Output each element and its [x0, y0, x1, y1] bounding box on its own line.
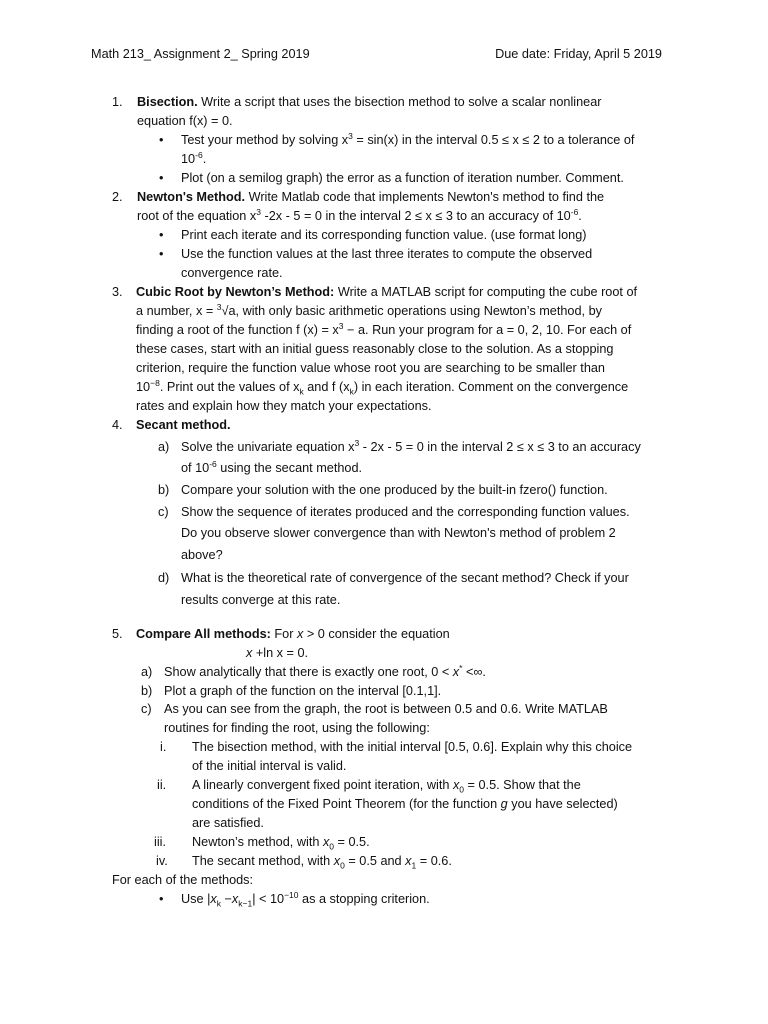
bullet-item: • Use $|x_k -x_{k-1}| < 10^{-10}$ as a stopping criterion. [181, 890, 430, 909]
problem-number: 3. [112, 285, 123, 299]
subitem-text: Do you observe slower convergence than with Newton's method of problem 2 [181, 526, 616, 540]
subitem-text: As you can see from the graph, the root is between 0.5 and 0.6. Write MATLAB [164, 702, 608, 716]
subitem-label: c) [158, 505, 169, 519]
roman-label: ii. [157, 778, 167, 792]
problem-3-statement: Cubic Root by Newton’s Method: Write a MATLAB script for computing the cube root of [136, 285, 638, 299]
bullet-item: • Use the function values at the last three iterates to compute the observed [181, 245, 592, 264]
subitem-text: Solve the univariate equation $x^3 - 2x - 5 = 0$ in the interval 2 ≤ x ≤ 3 to an accuracy [181, 437, 641, 454]
roman-text: A linearly convergent fixed point iteration, with $x_0 = 0.5$. Show that the [192, 778, 581, 795]
subitem-text: above? [181, 548, 223, 562]
problem-number: 4. [112, 418, 123, 432]
problem-title: Cubic Root by Newton’s Method: [136, 285, 335, 299]
for-each-heading: For each of the methods: [112, 873, 254, 887]
problem-title: Compare All methods: [136, 627, 271, 641]
subitem-text: Show the sequence of iterates produced and the corresponding function values. [181, 505, 630, 519]
subitem-text: of $10^{-6}$ using the secant method. [181, 458, 363, 475]
subitem-text: What is the theoretical rate of convergence of the secant method? Check if your [181, 571, 629, 585]
bullet-item: • Print each iterate and its corresponding function value. (use format long) [181, 226, 587, 245]
roman-label: iii. [154, 835, 166, 849]
problem-number: 1. [112, 95, 123, 109]
problem-2-statement-cont: root of the equation $x^3$ -2x - 5 = 0 in the interval 2 ≤ x ≤ 3 to an accuracy of $10^{-6}$. [137, 206, 582, 223]
subitem-label: a) [141, 665, 153, 679]
subitem-label: c) [141, 702, 152, 716]
subitem-text: routines for finding the root, using the following: [164, 721, 430, 735]
bullet-item: • Test your method by solving $x^3 = \sin(x)$ in the interval 0.5 ≤ x ≤ 2 to a tolerance of [181, 131, 634, 150]
due-date: Due date: Friday, April 5 2019 [495, 47, 662, 61]
roman-text: are satisfied. [192, 816, 264, 830]
problem-number: 2. [112, 190, 123, 204]
problem-3-line: these cases, start with an initial guess reasonably close to the solution. As a stopping [136, 342, 614, 356]
bullet-item-cont: convergence rate. [181, 266, 283, 280]
roman-text: of the initial interval is valid. [192, 759, 347, 773]
problem-3-line: finding a root of the function f $(x) = x^3 - a$. Run your program for a = 0, 2, 10. For each of [136, 320, 632, 337]
subitem-text: Plot a graph of the function on the interval [0.1,1]. [164, 684, 442, 698]
subitem-label: d) [158, 571, 170, 585]
problem-1-statement: Bisection. Write a script that uses the bisection method to solve a scalar nonlinear [137, 95, 602, 109]
problem-title: Bisection. [137, 95, 198, 109]
problem-1-statement-cont: equation f(x) = 0. [137, 114, 233, 128]
roman-text: The secant method, with $x_0 = 0.5$ and $x_1 = 0.6$. [192, 854, 452, 871]
roman-label: iv. [156, 854, 168, 868]
equation: x +ln x = 0. [246, 646, 309, 660]
problem-number: 5. [112, 627, 123, 641]
problem-2-statement: Newton's Method. Write Matlab code that implements Newton's method to find the [137, 190, 605, 204]
bullet-item: • Plot (on a semilog graph) the error as a function of iteration number. Comment. [181, 169, 624, 188]
course-title: Math 213_ Assignment 2_ Spring 2019 [91, 47, 310, 61]
roman-text: The bisection method, with the initial interval [0.5, 0.6]. Explain why this choice [192, 740, 633, 754]
problem-3-line: rates and explain how they match your expectations. [136, 399, 432, 413]
roman-text: conditions of the Fixed Point Theorem (for the function g you have selected) [192, 797, 618, 811]
bullet-item-cont: $10^{-6}$. [181, 149, 207, 166]
problem-3-line: a number, x = $^3$√a, with only basic arithmetic operations using Newton’s method, by [136, 301, 602, 318]
subitem-label: b) [141, 684, 153, 698]
roman-label: i. [160, 740, 167, 754]
problem-5-statement: Compare All methods: For x > 0 consider the equation [136, 627, 450, 641]
subitem-label: b) [158, 483, 170, 497]
subitem-text: Show analytically that there is exactly one root, 0 < x* <∞. [164, 662, 486, 679]
problem-title: Secant method. [136, 418, 231, 432]
roman-text: Newton’s method, with $x_0 = 0.5$. [192, 835, 370, 852]
subitem-label: a) [158, 440, 170, 454]
problem-title: Newton's Method. [137, 190, 246, 204]
subitem-text: Compare your solution with the one produced by the built-in fzero() function. [181, 483, 608, 497]
problem-3-line: $10^{-8}$. Print out the values of $x_k$ and f $(x_k)$ in each iteration. Comment on the convergence [136, 377, 629, 397]
subitem-text: results converge at this rate. [181, 593, 341, 607]
problem-3-line: criterion, require the function value whose root you are searching to be smaller than [136, 361, 605, 375]
page-header [91, 45, 662, 64]
